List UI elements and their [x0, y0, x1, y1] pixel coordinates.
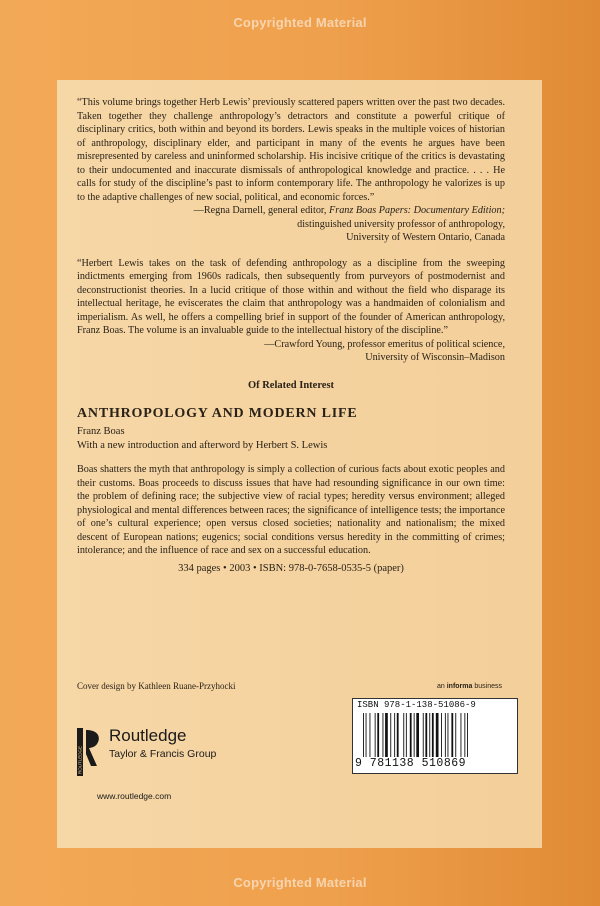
review-attribution-young: —Crawford Young, professor emeritus of political science,	[264, 338, 505, 350]
publisher-name: Routledge	[109, 726, 187, 745]
review-quote-young: “Herbert Lewis takes on the task of defending anthropology as a discipline from the sweeping indictments emerging from 1960s radicals, then subsequently from purveyors of postmodernist and deconstructionist theories. In a lucid critique of those within and without the field who disparage its intellectual heritage, he eviscerates the claim that anthropology was a handmaiden of colonialism and imperialism. As well, he offers a compelling brief in support of the founder of American anthropology, Franz Boas. The volume is an invaluable guide to the intellectual history of the discipline.”	[77, 257, 505, 336]
related-book-pubinfo: 334 pages • 2003 • ISBN: 978-0-7658-0535-5 (paper)	[178, 562, 404, 574]
watermark-bottom: Copyrighted Material	[233, 875, 367, 890]
review-quote-darnell: “This volume brings together Herb Lewis’ previously scattered papers written over the past two decades. Taken together they challenge anthropology’s detractors and constitute a powerful critique of disciplinary critics, both within and beyond its borders. Lewis speaks in the multiple voices of historian of anthropology, disciplinary elder, and participant in many of the events he argues have been misrepresented by careless and uninformed scholarship. His incisive critique of the critics is devastating to their undocumented and inaccurate dismissals of anthropological knowledge and practice. . . . He calls for study of the discipline’s past to inform contemporary life. The anthropology he valorizes is up to the adaptive challenges of new social, political, and economic forces.”	[77, 97, 505, 203]
review-attribution-darnell-university: University of Western Ontario, Canada	[346, 232, 505, 243]
related-book-author: Franz Boas	[77, 426, 125, 437]
informa-business-tag: an informa business	[437, 683, 502, 690]
publisher-group: Taylor & Francis Group	[109, 748, 217, 760]
publisher-url: www.routledge.com	[97, 791, 172, 801]
watermark-top: Copyrighted Material	[233, 15, 367, 30]
related-book-intro: With a new introduction and afterword by Herbert S. Lewis	[77, 440, 328, 451]
back-cover-panel	[57, 80, 542, 848]
review-attribution-darnell: —Regna Darnell, general editor, Franz Boas Papers: Documentary Edition;	[193, 205, 505, 216]
cover-design-credit: Cover design by Kathleen Ruane-Przyhocki	[77, 681, 236, 691]
isbn-barcode	[352, 698, 518, 774]
review-attribution-young-university: University of Wisconsin–Madison	[365, 352, 505, 363]
ean-digits: 9 781138 510869	[355, 757, 467, 770]
related-book-title: ANTHROPOLOGY AND MODERN LIFE	[77, 406, 358, 421]
svg-text:ROUTLEDGE: ROUTLEDGE	[77, 745, 83, 774]
related-interest-heading: Of Related Interest	[247, 379, 335, 391]
barcode-bars	[363, 713, 507, 757]
review-attribution-darnell-title: distinguished university professor of anthropology,	[297, 218, 505, 230]
isbn-label: ISBN 978-1-138-51086-9	[357, 700, 476, 710]
back-cover-content	[77, 96, 505, 575]
routledge-logo-icon	[77, 728, 103, 776]
related-book-description: Boas shatters the myth that anthropology is simply a collection of curious facts about exotic peoples and their customs. Boas proceeds to discuss issues that have had resounding significance in our own time: the problem of defining race; the subjective view of racial types; heredity versus environment; alleged physiological and mental differences between races; the significance of intelligence tests; the importance of one’s cultural experience; open versus closed societies; nationality and nationalism; the mixed descent of European nations; eugenics; social conditions versus heredity in the committing of crimes; intolerance; and the influence of race and sex on a successful education.	[77, 464, 505, 556]
